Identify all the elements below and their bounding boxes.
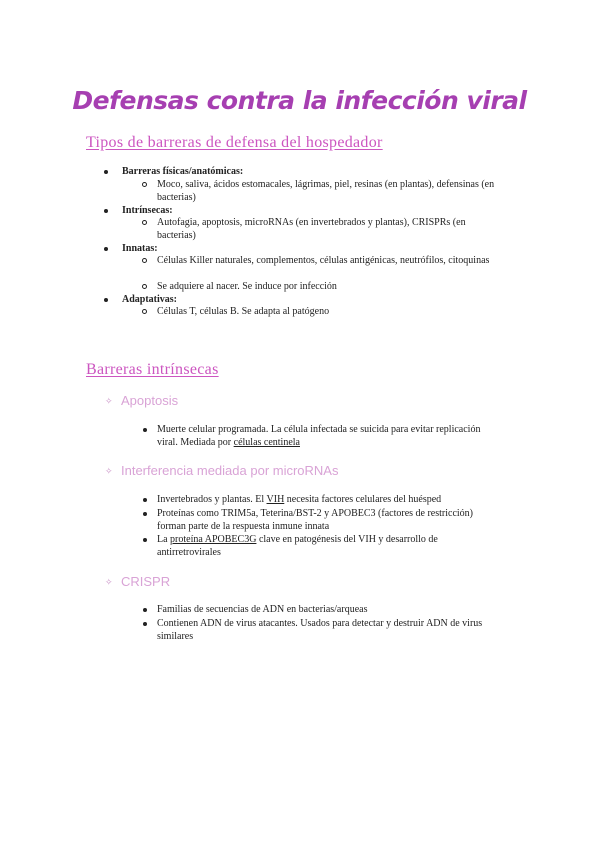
- sub-list-item: Células Killer naturales, complementos, células antigénicas, neutrófilos, citoquinas: [157, 255, 497, 268]
- bullet-icon: [143, 428, 147, 432]
- list-item: Intrínsecas:: [122, 205, 173, 218]
- subheading-apoptosis: ✧ Apoptosis: [105, 393, 179, 408]
- sub-list-item: Se adquiere al nacer. Se induce por infección: [157, 281, 497, 294]
- circle-bullet-icon: [142, 220, 147, 225]
- circle-bullet-icon: [142, 182, 147, 187]
- bullet-icon: [104, 298, 108, 302]
- list-item: Innatas:: [122, 243, 158, 256]
- list-item: Proteínas como TRIM5a, Teterina/BST-2 y APOBEC3 (factores de restricción) forman parte de la respuesta inmune innata: [157, 508, 502, 533]
- sub-list-item: Moco, saliva, ácidos estomacales, lágrimas, piel, resinas (en plantas), defensinas (en bacterias): [157, 179, 497, 204]
- list-item: Contienen ADN de virus atacantes. Usados para detectar y destruir ADN de virus similares: [157, 618, 502, 643]
- page-title: Defensas contra la infección viral: [72, 86, 527, 115]
- diamond-bullet-icon: ✧: [105, 466, 113, 476]
- diamond-bullet-icon: ✧: [105, 577, 113, 587]
- circle-bullet-icon: [142, 258, 147, 263]
- bullet-icon: [104, 170, 108, 174]
- bullet-icon: [143, 538, 147, 542]
- bullet-icon: [143, 498, 147, 502]
- sub-list-item: Células T, células B. Se adapta al patógeno: [157, 306, 497, 319]
- list-item: Barreras físicas/anatómicas:: [122, 166, 243, 179]
- sub-list-item: Autofagia, apoptosis, microRNAs (en invertebrados y plantas), CRISPRs (en bacterias): [157, 217, 497, 242]
- list-item: Adaptativas:: [122, 294, 177, 307]
- bullet-icon: [143, 512, 147, 516]
- link-proteina-apobec3g[interactable]: proteína APOBEC3G: [170, 534, 257, 545]
- bullet-icon: [143, 622, 147, 626]
- subheading-micrornas: ✧ Interferencia mediada por microRNAs: [105, 463, 339, 478]
- list-item: Invertebrados y plantas. El VIH necesita factores celulares del huésped: [157, 494, 502, 507]
- section-heading-intrinsecas: Barreras intrínsecas: [86, 361, 219, 378]
- bullet-icon: [104, 247, 108, 251]
- list-item: Muerte celular programada. La célula infectada se suicida para evitar replicación viral. Mediada por células centinela: [157, 424, 502, 449]
- circle-bullet-icon: [142, 284, 147, 289]
- circle-bullet-icon: [142, 309, 147, 314]
- link-vih[interactable]: VIH: [266, 494, 285, 505]
- subheading-crispr: ✧ CRISPR: [105, 574, 171, 589]
- bullet-icon: [143, 608, 147, 612]
- section-heading-tipos: Tipos de barreras de defensa del hospedador: [86, 134, 383, 151]
- list-item: Familias de secuencias de ADN en bacterias/arqueas: [157, 604, 502, 617]
- bullet-icon: [104, 209, 108, 213]
- diamond-bullet-icon: ✧: [105, 396, 113, 406]
- list-item: La proteína APOBEC3G clave en patogénesis del VIH y desarrollo de antirretrovirales: [157, 534, 502, 559]
- link-celulas-centinela[interactable]: células centinela: [233, 436, 300, 448]
